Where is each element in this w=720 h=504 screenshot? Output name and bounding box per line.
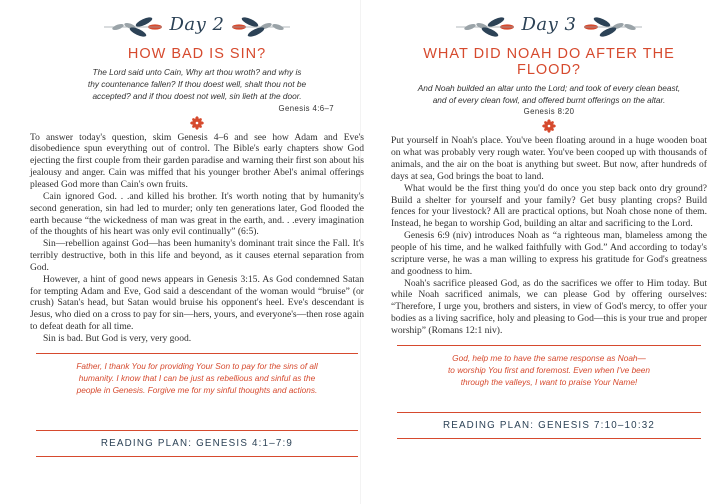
epigraph — [399, 82, 699, 106]
prayer-line: to worship You first and foremost. Even when I've been — [447, 364, 651, 375]
paragraph: Cain ignored God. . .and killed his brother. It's worth noting that by humanity's second generation, sin had led to murder; only ten generations later, God flooded the earth because “the wickedness of man was great in the earth, and. . .every imagination of the thoughts of his heart was only evil continually” (6:5). — [30, 190, 364, 238]
day-header-ornament — [30, 10, 364, 44]
prayer-line: Father, I thank You for providing Your Son to pay for the sins of all — [76, 360, 318, 371]
epigraph-line: The Lord said unto Cain, Why art thou wroth? and why is — [92, 67, 302, 77]
plan-divider-top — [36, 430, 358, 431]
prayer — [401, 352, 697, 389]
day-label: Day 3 — [521, 14, 577, 35]
day-label: Day 2 — [169, 14, 225, 35]
scripture-reference: Genesis 8:20 — [523, 107, 575, 117]
plan-divider-bottom — [36, 456, 358, 457]
left-page — [30, 0, 364, 504]
right-page — [391, 0, 707, 504]
prayer-line: humanity. I know that I can be just as rebellious and sinful as the — [78, 373, 316, 383]
prayer-line: people in Genesis. Forgive me for my sinful thoughts and actions. — [76, 385, 318, 396]
plan-divider-top — [397, 412, 701, 413]
plan-divider-bottom — [397, 438, 701, 439]
paragraph: Noah's sacrifice pleased God, as do the sacrifices we offer to Him today. But while Noah sacrificed animals, we can please God by offering ourselves: “Therefore, I urge you, brothers and sisters, in view of God's mercy, to offer your bodies as a living sacrifice, holy and pleasing to God—this is your true and proper worship” (Romans 12:1 niv). — [391, 277, 707, 336]
paragraph: Genesis 6:9 (niv) introduces Noah as “a righteous man, blameless among the people of his time, and he walked faithfully with God.” And according to today's scripture verse, he was a man willing to express his gratitude for God's greatness and goodness to him. — [391, 230, 707, 277]
reading-plan: READING PLAN: GENESIS 7:10–10:32 — [442, 420, 656, 431]
epigraph-line: accepted? and if thou doest not well, sin lieth at the door. — [92, 91, 302, 102]
prayer-line: God, help me to have the same response as Noah— — [452, 352, 646, 363]
day-header-ornament — [391, 10, 707, 44]
paragraph: However, a hint of good news appears in Genesis 3:15. As God condemned Satan for tempting Adam and Eve, God said a descendant of the woman would “bruise” (or crush) Satan's head, but Satan would bruise his opponent's heel. Eve's descendant is Jesus, who died on a cross to pay for sin—hers, yours, and everyone's—then rose again to defeat death for all time. — [30, 273, 364, 333]
page-title: WHAT DID NOAH DO AFTER THE FLOOD? — [423, 46, 675, 78]
scripture-reference: Genesis 4:6–7 — [278, 103, 334, 113]
paragraph: To answer today's question, skim Genesis 4–6 and see how Adam and Eve's disobedience spun everything out of control. The Bible's early chapters show God ejecting the first couple from their garden paradise and warning their first son about his jealousy and anger. Cain was miffed that his younger brother Abel's animal offerings pleased God more than Cain's own fruits. — [30, 131, 364, 190]
devotional-body — [30, 132, 364, 345]
prayer — [40, 360, 354, 397]
prayer-line: through the valleys, I want to praise Your Name! — [460, 377, 638, 388]
paragraph: What would be the first thing you'd do once you step back onto dry ground? Build a shelter for yourself and your family? Get busy planting crops? Build fences for your livestock? All are practical options, but Noah chose none of them. Instead, he began to worship God, building an altar and sacrificing to the Lord. — [391, 182, 707, 230]
page-title: HOW BAD IS SIN? — [127, 46, 267, 62]
reading-plan: READING PLAN: GENESIS 4:1–7:9 — [100, 438, 294, 449]
epigraph-line: thy countenance fallen? If thou doest well, shalt thou not be — [87, 79, 307, 90]
epigraph — [38, 66, 356, 103]
epigraph-line: And Noah builded an altar unto the Lord; and took of every clean beast, — [417, 83, 681, 93]
paragraph: Sin—rebellion against God—has been humanity's dominant trait since the Fall. It's terribly destructive, both in this life and beyond, as it causes eternal separation from God. — [30, 238, 364, 273]
devotional-body — [391, 135, 707, 336]
paragraph: Put yourself in Noah's place. You've been floating around in a huge wooden boat on what was probably very rough water. You've been cooped up with thousands of animals, and the air on the boat is anything but sweet. But now, after hundreds of days at sea, God brings the boat to land. — [391, 135, 707, 182]
flower-icon — [542, 119, 556, 133]
prayer-divider — [36, 353, 358, 354]
prayer-divider — [397, 345, 701, 346]
paragraph: Sin is bad. But God is very, very good. — [43, 332, 192, 344]
epigraph-line: and of every clean fowl, and offered burnt offerings on the altar. — [432, 95, 666, 106]
flower-icon — [190, 116, 204, 130]
